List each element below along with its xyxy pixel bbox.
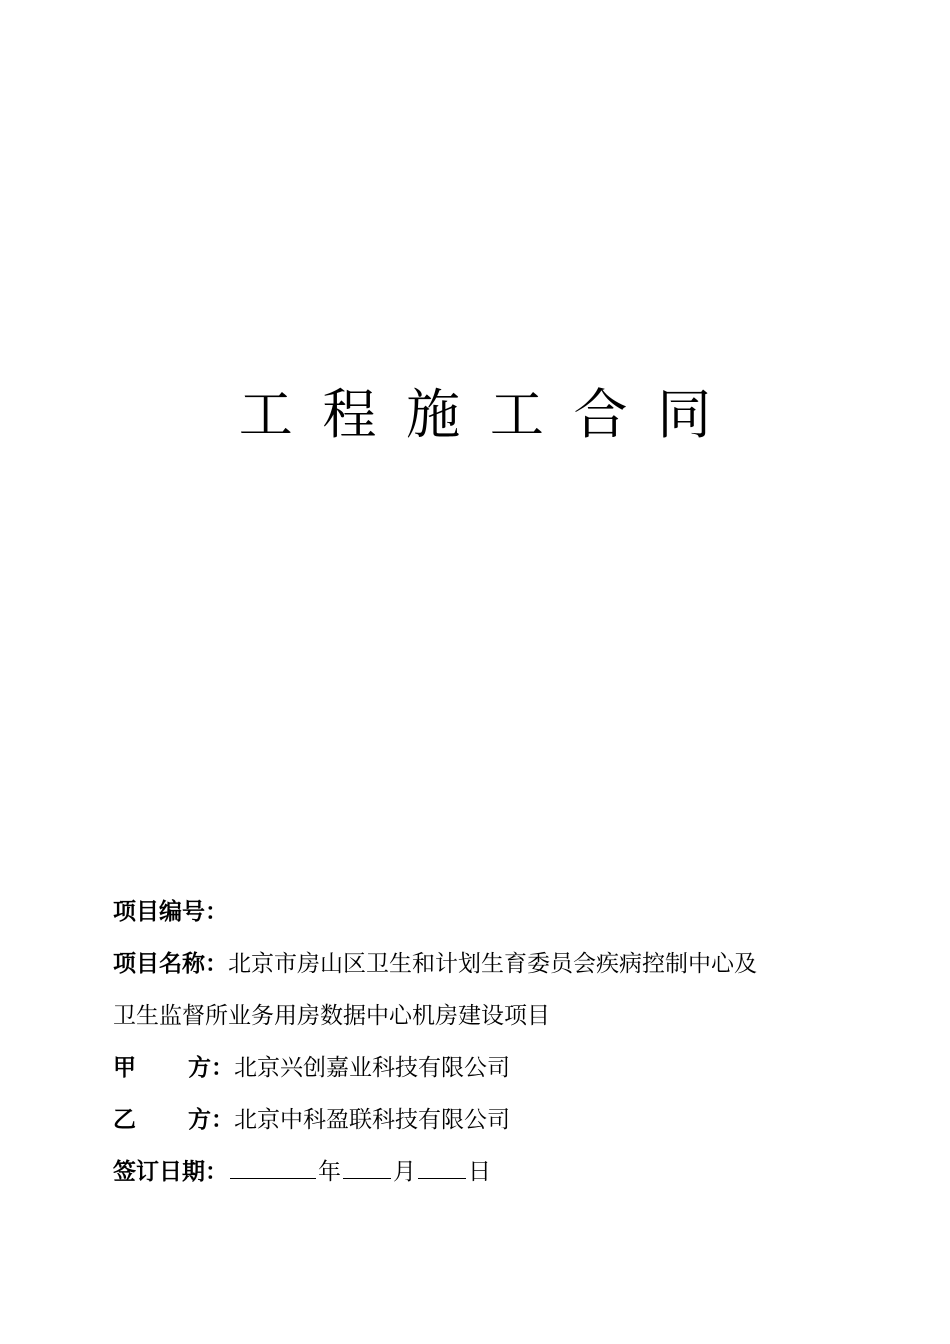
sign-year-blank <box>230 1148 316 1179</box>
sign-date-row <box>113 1146 843 1198</box>
contract-title: 工程施工合同 <box>238 383 741 446</box>
party-b-label-char: 乙 <box>113 1106 136 1133</box>
project-name-row <box>113 938 843 990</box>
project-number-label: 项目编号： <box>113 898 228 925</box>
sign-month-blank <box>343 1148 391 1179</box>
project-name-value-line1: 北京市房山区卫生和计划生育委员会疾病控制中心及 <box>228 951 757 977</box>
sign-date-label: 签订日期： <box>113 1158 228 1185</box>
party-b-label-suffix: 方： <box>188 1106 234 1133</box>
contract-info-block <box>113 886 843 1198</box>
party-b-row <box>113 1094 843 1146</box>
party-a-value: 北京兴创嘉业科技有限公司 <box>234 1055 510 1081</box>
sign-year-unit: 年 <box>318 1159 341 1185</box>
sign-day-unit: 日 <box>468 1159 491 1185</box>
party-a-label-char: 甲 <box>113 1054 136 1081</box>
party-a-label-suffix: 方： <box>188 1054 234 1081</box>
party-b-value: 北京中科盈联科技有限公司 <box>234 1107 510 1133</box>
project-name-label: 项目名称： <box>113 950 228 977</box>
party-a-row <box>113 1042 843 1094</box>
project-number-row <box>113 886 843 938</box>
project-name-value-line2: 卫生监督所业务用房数据中心机房建设项目 <box>113 1003 550 1029</box>
project-name-continuation-row <box>113 990 843 1042</box>
sign-month-unit: 月 <box>393 1159 416 1185</box>
sign-day-blank <box>418 1148 466 1179</box>
